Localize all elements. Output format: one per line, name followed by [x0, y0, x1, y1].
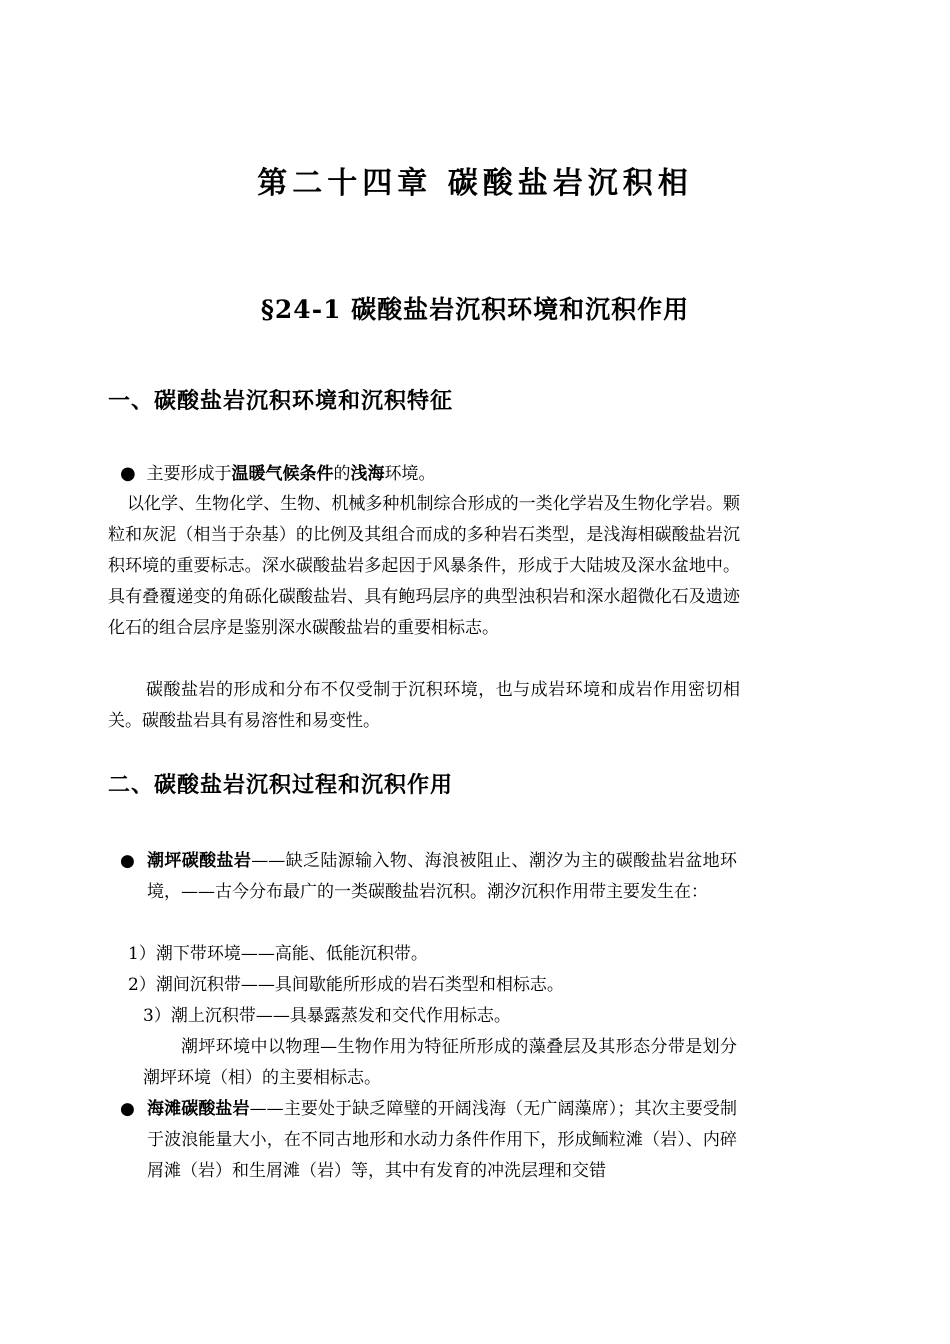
chapter-title: 第二十四章 碳酸盐岩沉积相	[257, 166, 693, 201]
list-item-intertidal: 2）潮间沉积带——具间歇能所形成的岩石类型和相标志。	[128, 975, 564, 995]
list-item-subtidal: 1）潮下带环境——高能、低能沉积带。	[128, 944, 428, 964]
list-item-supratidal: 3）潮上沉积带——具暴露蒸发和交代作用标志。	[143, 1006, 511, 1026]
bullet-icon: ●	[120, 463, 136, 484]
heading-part2: 二、碳酸盐岩沉积过程和沉积作用	[108, 772, 454, 798]
section-title: §24-1 碳酸盐岩沉积环境和沉积作用	[260, 295, 690, 324]
paragraph-carbonate-diagenesis: 碳酸盐岩的形成和分布不仅受制于沉积环境，也与成岩环境和成岩作用密切相关。碳酸盐岩具有易溶性和易变性。	[108, 680, 740, 731]
bullet-item-warm-shallow-sea: ● 主要形成于温暖气候条件的浅海环境。	[120, 463, 436, 484]
paragraph-tidal-indicator: 潮坪环境中以物理—生物作用为特征所形成的藻叠层及其形态分带是划分潮坪环境（相）的主要相标志。	[143, 1037, 737, 1088]
paragraph-beach: 海滩碳酸盐岩——主要处于缺乏障璧的开阔浅海（无广阔藻席）；其次主要受制于波浪能量大小，在不同古地形和水动力条件作用下，形成鲕粒滩（岩）、内碎屑滩（岩）和生屑滩（岩）等，其中有发育的冲洗层理和交错	[147, 1099, 738, 1181]
bullet-icon-tidal: ●	[120, 851, 135, 871]
bullet-icon-beach: ●	[120, 1099, 135, 1119]
paragraph-tidal-flat: 潮坪碳酸盐岩——缺乏陆源输入物、海浪被阻止、潮汐为主的碳酸盐岩盆地环境，——古今分布最广的一类碳酸盐岩沉积。潮汐沉积作用带主要发生在：	[147, 851, 737, 902]
heading-part1: 一、碳酸盐岩沉积环境和沉积特征	[108, 388, 454, 414]
paragraph-carbonate-origin: 以化学、生物化学、生物、机械多种机制综合形成的一类化学岩及生物化学岩。颗粒和灰泥（相当于杂基）的比例及其组合而成的多种岩石类型，是浅海相碳酸盐岩沉积环境的重要标志。深水碳酸盐岩多起因于风暴条件，形成于大陆坡及深水盆地中。具有叠覆递变的角砾化碳酸盐岩、具有鲍玛层序的典型浊积岩和深水超微化石及遗迹化石的组合层序是鉴别深水碳酸盐岩的重要相标志。	[108, 494, 740, 638]
